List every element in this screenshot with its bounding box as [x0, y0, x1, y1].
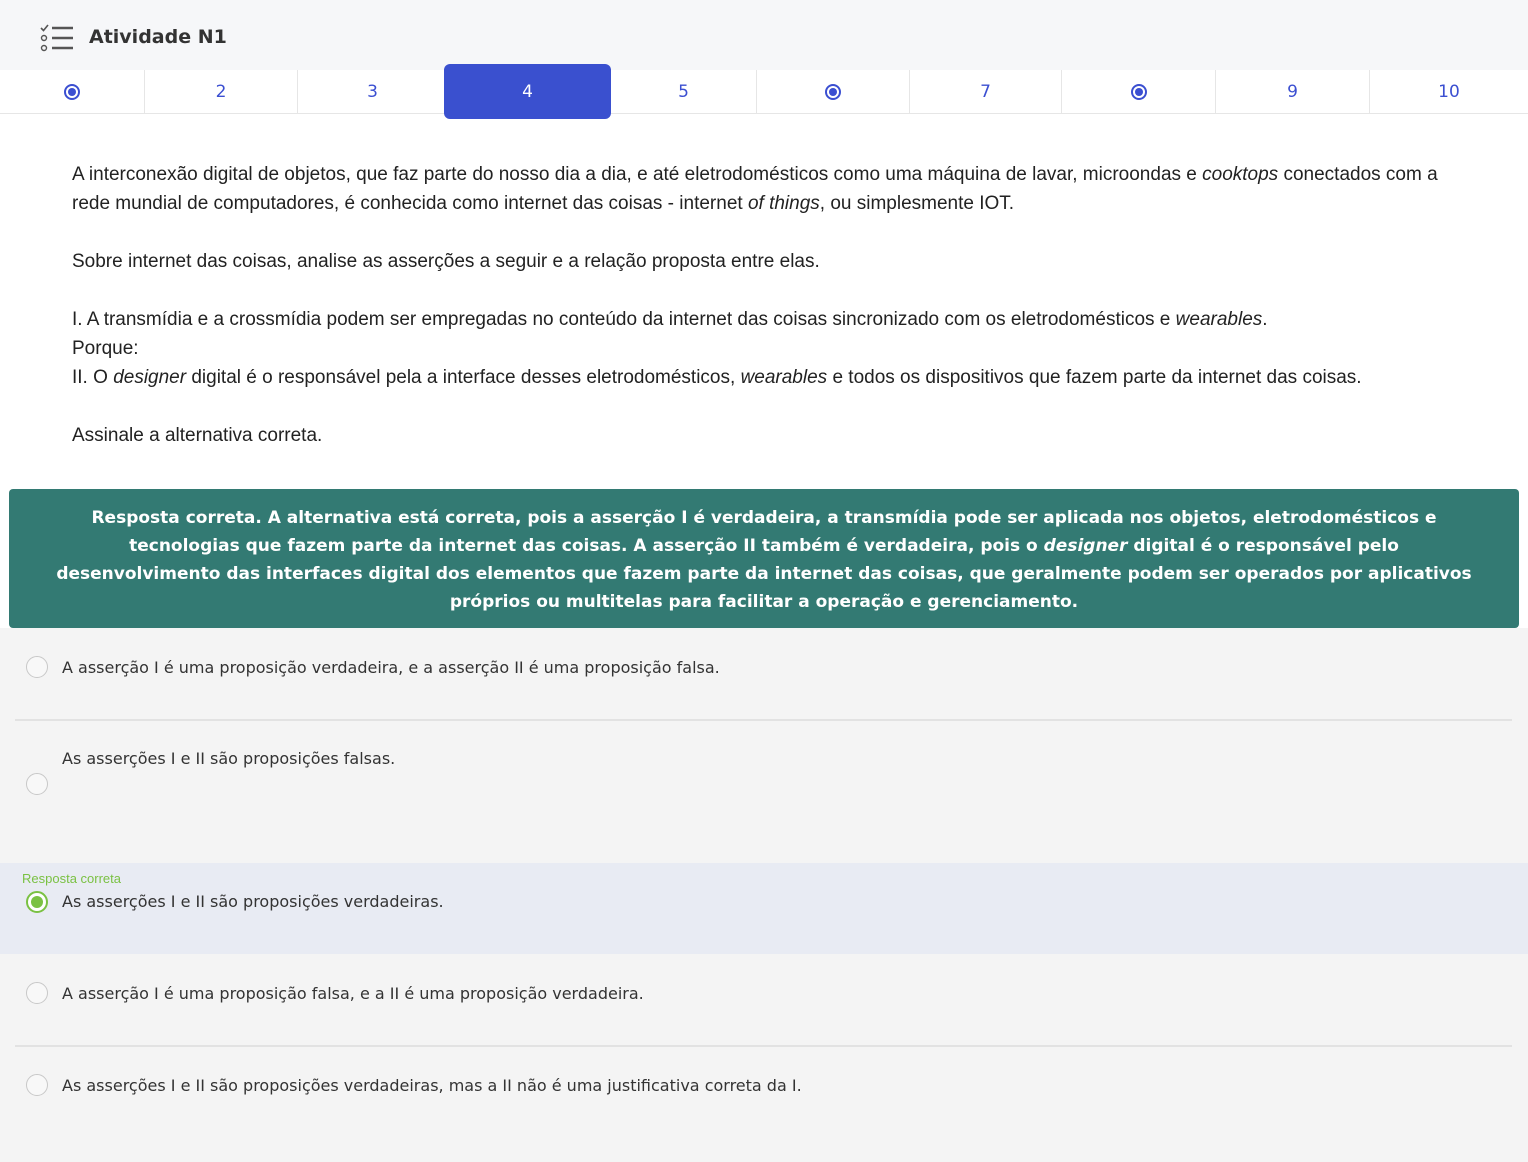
question-navigation [0, 70, 1528, 114]
feedback-banner: Resposta correta. A alternativa está correta, pois a asserção I é verdadeira, a transmídia pode ser aplicada nos objetos, eletrodomésticos e tecnologias que fazem parte da internet das coisas. A asserção II também é verdadeira, pois o designer digital é o responsável pelo desenvolvimento das interfaces digital dos elementos que fazem parte da internet das coisas, que geralmente podem ser operados por aplicativos próprios ou multitelas para facilitar a operação e gerenciamento. [9, 489, 1519, 628]
answer-option-label: As asserções I e II são proposições verdadeiras. [62, 892, 444, 911]
question-tab-5[interactable]: 5 [611, 70, 757, 113]
answer-option-label: As asserções I e II são proposições falsas. [62, 749, 396, 768]
assertion-two: II. O designer digital é o responsável pela a interface desses eletrodomésticos, wearables e todos os dispositivos que fazem parte da internet das coisas. [72, 367, 1362, 388]
radio-button-selected[interactable] [26, 891, 48, 913]
answered-indicator-icon [1131, 84, 1147, 100]
assertion-one: I. A transmídia e a crossmídia podem ser empregadas no conteúdo da internet das coisas sincronizado com os eletrodomésticos e wearables. [72, 309, 1268, 330]
answered-indicator-icon [825, 84, 841, 100]
answer-option-label: As asserções I e II são proposições verdadeiras, mas a II não é uma justificativa correta da I. [62, 1076, 802, 1095]
answer-option-a[interactable] [0, 628, 1528, 719]
answer-option-d[interactable] [0, 954, 1528, 1045]
question-tab-3[interactable]: 3 [298, 70, 448, 113]
question-tab-10[interactable]: 10 [1438, 81, 1460, 102]
answer-option-b[interactable] [0, 721, 1528, 863]
question-tab-7[interactable]: 7 [910, 70, 1062, 113]
question-tab-4[interactable]: 4 [444, 64, 611, 119]
question-text [72, 160, 1462, 450]
question-tab-6[interactable] [757, 70, 910, 113]
radio-button[interactable] [26, 773, 48, 795]
answer-option-e[interactable] [0, 1047, 1528, 1147]
page-title: Atividade N1 [89, 26, 227, 48]
question-tab-8[interactable] [1062, 70, 1216, 113]
header-bar [0, 0, 1528, 70]
question-tab-1[interactable] [0, 70, 145, 113]
correct-answer-label: Resposta correta [22, 871, 121, 886]
answer-options [0, 628, 1528, 1162]
radio-button[interactable] [26, 656, 48, 678]
answered-indicator-icon [64, 84, 80, 100]
question-paragraph: Sobre internet das coisas, analise as asserções a seguir e a relação proposta entre elas. [72, 251, 820, 272]
radio-button[interactable] [26, 982, 48, 1004]
answer-option-label: A asserção I é uma proposição falsa, e a II é uma proposição verdadeira. [62, 984, 644, 1003]
answer-option-c[interactable] [0, 863, 1528, 954]
question-tab-2[interactable]: 2 [145, 70, 298, 113]
radio-button[interactable] [26, 1074, 48, 1096]
question-paragraph: A interconexão digital de objetos, que faz parte do nosso dia a dia, e até eletrodomésticos como uma máquina de lavar, microondas e cooktops conectados com a rede mundial de computadores, é conhecida como internet das coisas - internet of things, ou simplesmente IOT. [72, 164, 1438, 214]
question-tab-9[interactable]: 9 [1216, 70, 1370, 113]
question-instruction: Assinale a alternativa correta. [72, 425, 323, 446]
checklist-icon[interactable] [40, 24, 74, 52]
assertion-connector: Porque: [72, 338, 139, 359]
answer-option-label: A asserção I é uma proposição verdadeira, e a asserção II é uma proposição falsa. [62, 658, 720, 677]
